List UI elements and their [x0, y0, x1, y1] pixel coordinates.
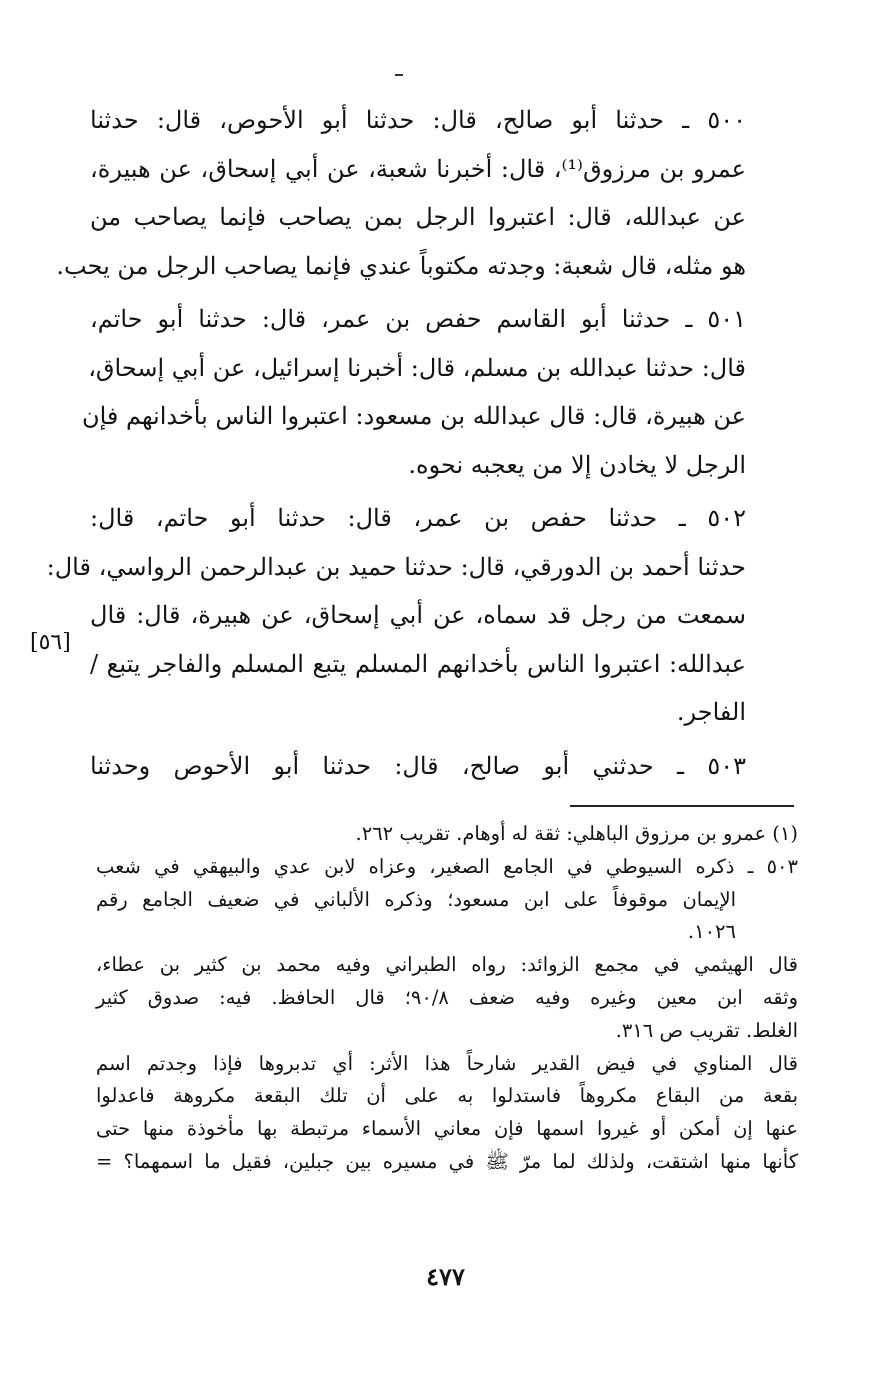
footnote-503-first-line: ٥٠٣ ـ ذكره السيوطي في الجامع الصغير، وعزاه لابن عدي والبيهقي في شعب — [96, 854, 798, 878]
footnote-line: ١٠٢٦. — [687, 920, 736, 944]
text-line: قال: حدثنا عبدالله بن مسلم، قال: أخبرنا إسرائيل، عن أبي إسحاق، — [88, 353, 746, 382]
footnote-line: الغلط. تقريب ص ٣١٦. — [615, 1018, 798, 1042]
hadith-503 — [90, 742, 794, 791]
text-line: الرجل لا يخادن إلا من يعجبه نحوه. — [408, 450, 746, 479]
text-line: عن هبيرة، قال: قال عبدالله بن مسعود: اعتبروا الناس بأخدانهم فإن — [81, 402, 746, 430]
footnote-line: قال المناوي في فيض القدير شارحاً هذا الأثر: أي تدبروها فإذا وجدتم اسم — [96, 1051, 798, 1075]
text-line: ٥٠٢ ـ حدثنا حفص بن عمر، قال: حدثنا أبو حاتم، قال: — [90, 504, 746, 532]
text-line: ٥٠٣ ـ حدثني أبو صالح، قال: حدثنا أبو الأحوص وحدثنا — [90, 751, 746, 780]
text-line: عمرو بن مرزوق⁽¹⁾، قال: أخبرنا شعبة، عن أبي إسحاق، عن هبيرة، — [90, 154, 747, 183]
hadith-500 — [56, 96, 794, 290]
footnote-separator — [570, 805, 794, 807]
top-mark — [395, 74, 403, 76]
text-line: ٥٠٠ ـ حدثنا أبو صالح، قال: حدثنا أبو الأحوص، قال: حدثنا — [90, 106, 746, 134]
footnote-line: قال الهيثمي في مجمع الزوائد: رواه الطبراني وفيه محمد بن كثير بن عطاء، — [96, 953, 798, 977]
page-number: ٤٧٧ — [426, 1262, 465, 1291]
text-line: عن عبدالله، قال: اعتبروا الرجل بمن يصاحب فإنما يصاحب من — [90, 203, 746, 231]
text-line: ٥٠١ ـ حدثنا أبو القاسم حفص بن عمر، قال: حدثنا أبو حاتم، — [90, 305, 746, 333]
text-line: عبدالله: اعتبروا الناس بأخدانهم المسلم يتبع المسلم والفاجر يتبع / — [90, 649, 746, 678]
manuscript-page-marker: [٥٦] — [30, 630, 71, 655]
text-line: هو مثله، قال شعبة: وجدته مكتوباً عندي فإنما يصاحب الرجل من يحب. — [56, 251, 746, 280]
text-line: الفاجر. — [676, 698, 746, 726]
hadith-501 — [81, 295, 794, 489]
footnotes — [96, 818, 798, 1179]
footnote-line: وثقه ابن معين وغيره وفيه ضعف ٩٠/٨؛ قال الحافظ. فيه: صدوق كثير — [96, 985, 799, 1009]
footnote-line: بقعة من البقاع مكروهاً فاستدلوا به على أن تلك البقعة مكروهة فاعدلوا — [96, 1084, 798, 1108]
footnote-line: الإيمان موقوفاً على ابن مسعود؛ وذكره الألباني في ضعيف الجامع رقم — [96, 887, 736, 911]
footnote-503-continuation — [96, 884, 798, 950]
footnote-line: عنها إن أمكن أو غيروا اسمها فإن معاني الأسماء مرتبطة بها مأخوذة منها حتى — [96, 1117, 798, 1141]
text-line: سمعت من رجل قد سماه، عن أبي إسحاق، عن هبيرة، قال: قال — [90, 601, 746, 629]
footnote-haythami-paragraph — [96, 949, 798, 1047]
footnote-line: كأنها منها اشتقت، ولذلك لما مرّ ﷺ في مسيره بين جبلين، فقيل ما اسمهما؟ = — [96, 1149, 798, 1173]
text-line: حدثنا أحمد بن الدورقي، قال: حدثنا حميد بن عبدالرحمن الرواسي، قال: — [46, 552, 746, 581]
footnote-munawi-paragraph — [96, 1048, 798, 1179]
footnote-1: (١) عمرو بن مرزوق الباهلي: ثقة له أوهام. تقريب ٢٦٢. — [355, 822, 798, 845]
